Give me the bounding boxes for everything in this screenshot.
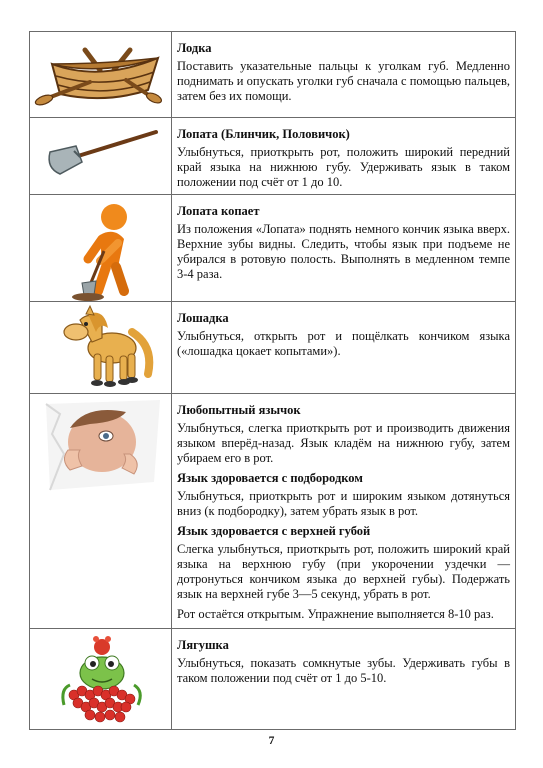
exercise-note: Рот остаётся открытым. Упражнение выполняется 8-10 раз. — [177, 607, 494, 621]
exercise-text: Улыбнуться, слегка приоткрыть рот и производить движения языком вперёд-назад. Язык кладём на нижнюю губу, затем убираем его в рот. — [177, 421, 510, 465]
page-number: 7 — [268, 735, 275, 747]
exercise-title: Лопата копает — [177, 204, 260, 218]
picture-cell — [30, 394, 172, 629]
exercise-title: Лодка — [177, 41, 212, 55]
text-cell — [172, 195, 516, 302]
exercise-title: Лопата (Блинчик, Половичок) — [177, 127, 350, 141]
exercises-table — [29, 31, 516, 730]
picture-cell — [30, 32, 172, 118]
exercise-text: Из положения «Лопата» поднять немного кончик языка вверх. Верхние зубы видны. Следить, чтобы язык при подъеме не убирался в ротовую полость. Выполнять в медленном темпе 3-4 раза. — [177, 222, 510, 281]
table-row — [30, 118, 516, 195]
text-cell — [172, 302, 516, 394]
table-row — [30, 32, 516, 118]
exercise-text: Улыбнуться, открыть рот и пощёлкать кончиком языка («лошадка цокает копытами»). — [177, 329, 510, 358]
picture-cell — [30, 118, 172, 195]
shovel-icon — [30, 118, 171, 193]
text-cell — [172, 629, 516, 730]
boat-icon — [30, 32, 171, 118]
digging-figure-icon — [30, 195, 171, 302]
sub-exercise-title: Язык здоровается с подбородком — [177, 471, 363, 485]
exercise-text: Улыбнуться, приоткрыть рот, положить широкий передний край языка на нижнюю губу. Удерживать язык в таком положении под счёт от 1 до 10. — [177, 145, 510, 189]
exercise-title: Любопытный язычок — [177, 403, 301, 417]
picture-cell — [30, 195, 172, 302]
picture-cell — [30, 629, 172, 730]
peeking-child-icon — [30, 394, 171, 629]
sub-exercise-title: Язык здоровается с верхней губой — [177, 524, 371, 538]
exercise-title: Лягушка — [177, 638, 229, 652]
horse-icon — [30, 302, 171, 394]
text-cell — [172, 394, 516, 629]
picture-cell — [30, 302, 172, 394]
table-row — [30, 195, 516, 302]
table-row — [30, 394, 516, 629]
exercise-text: Поставить указательные пальцы к уголкам губ. Медленно поднимать и опускать уголки губ сначала с помощью пальцев, затем без их помощи. — [177, 59, 510, 103]
sub-exercise-text: Улыбнуться, приоткрыть рот и широким языком дотянуться вниз (к подбородку), затем убрать язык в рот. — [177, 489, 510, 518]
sub-exercise-text: Слегка улыбнуться, приоткрыть рот, положить широкий край языка на верхнюю губу (при укорочении уздечки — дотронуться кончиком языка до верхней губы). Подержать язык на верхней губе 3—5 секунд, убрать в рот. — [177, 542, 510, 601]
exercise-title: Лошадка — [177, 311, 229, 325]
table-row — [30, 302, 516, 394]
exercise-text: Улыбнуться, показать сомкнутые зубы. Удерживать губы в таком положении под счёт от 1 до 5-10. — [177, 656, 510, 685]
frog-icon — [30, 629, 171, 730]
table-row — [30, 629, 516, 730]
text-cell — [172, 118, 516, 195]
text-cell — [172, 32, 516, 118]
